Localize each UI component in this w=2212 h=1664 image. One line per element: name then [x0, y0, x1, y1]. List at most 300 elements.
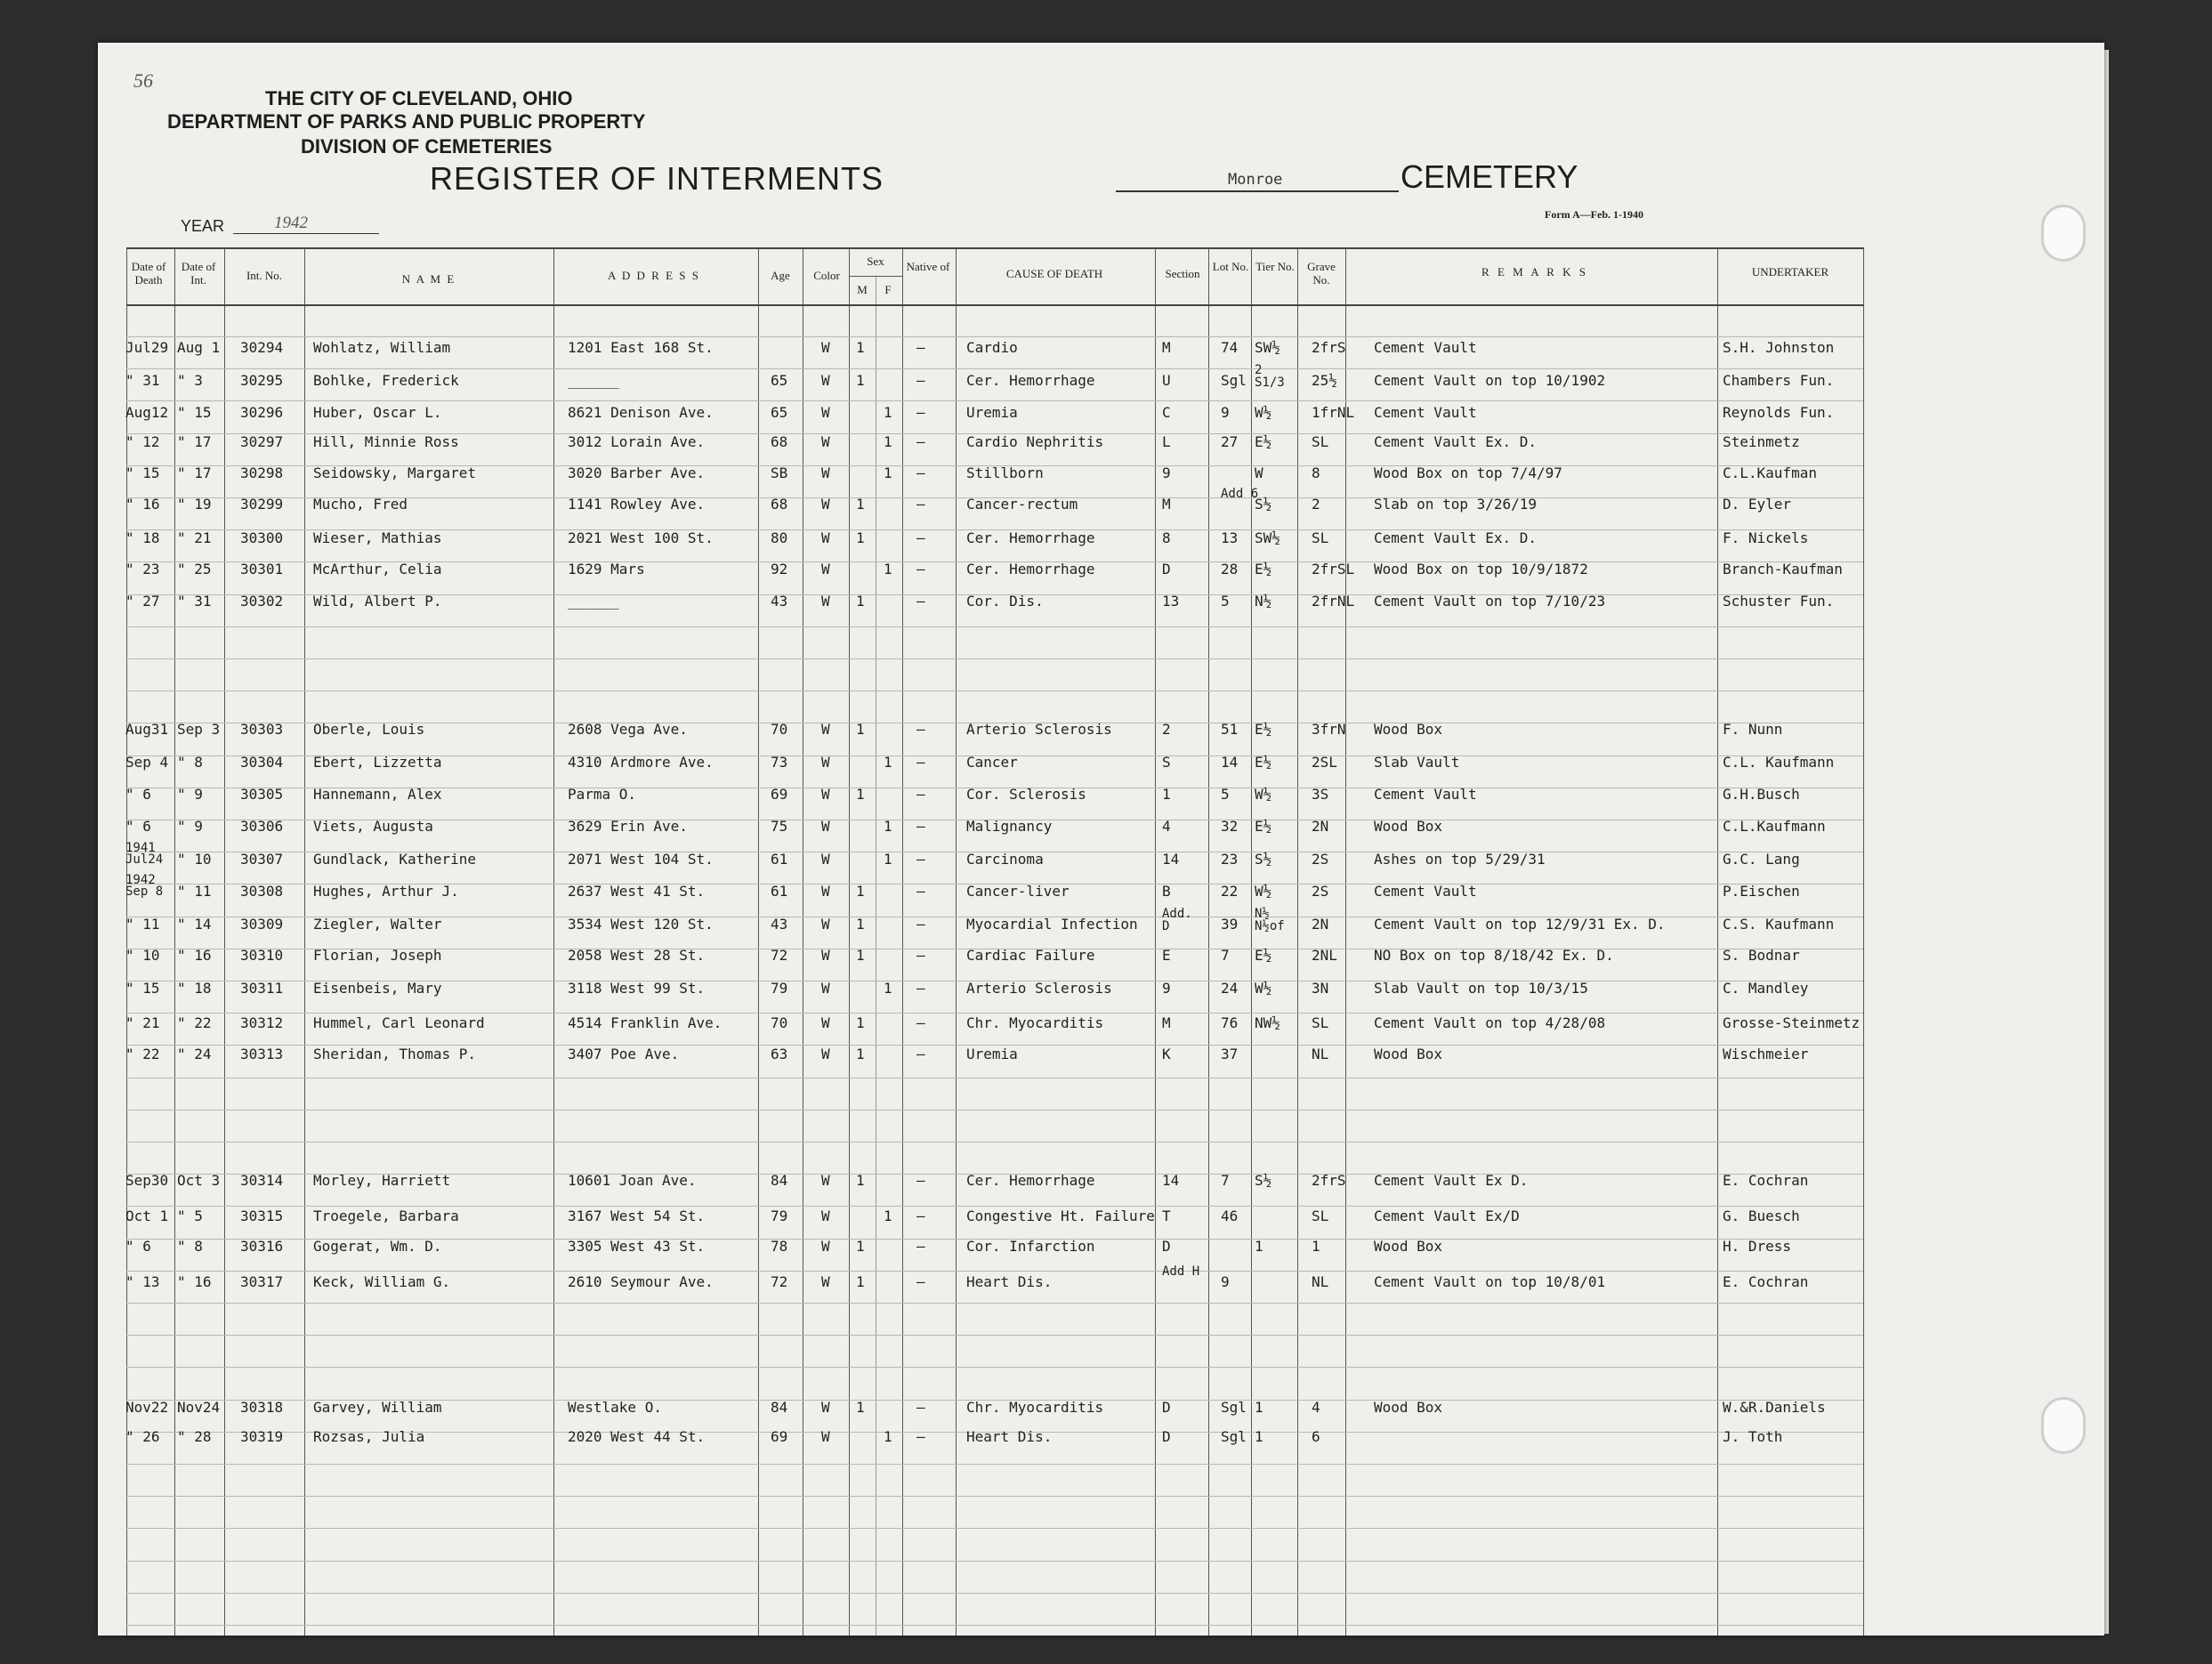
cell-sex-male: 1	[856, 883, 865, 900]
cell-age: 79	[771, 980, 788, 997]
col-sex: Sex	[867, 254, 884, 268]
cell-name: Hannemann, Alex	[313, 786, 442, 803]
cell-address: Parma O.	[568, 786, 637, 803]
cell-section: C	[1162, 404, 1171, 421]
cell-date-of-death: " 13	[125, 1273, 160, 1290]
cell-address: 3118 West 99 St.	[568, 980, 706, 997]
cell-grave-number: NL	[1312, 1273, 1329, 1290]
cell-grave-number: SL	[1312, 529, 1329, 546]
cell-grave-number: 2S	[1312, 851, 1329, 868]
cell-date-of-interment: Sep 3	[177, 721, 221, 738]
cell-section: 14	[1162, 851, 1180, 868]
cell-interment-number: 30307	[240, 851, 284, 868]
cell-native-of: –	[916, 372, 925, 389]
cell-section: 1	[1162, 786, 1171, 803]
cell-color: W	[821, 1172, 830, 1189]
cell-interment-number: 30309	[240, 916, 284, 933]
cell-date-of-interment: " 9	[177, 786, 203, 803]
cell-date-of-death: 1941 Jul24	[125, 841, 164, 867]
cemetery-label: CEMETERY	[1401, 158, 1578, 195]
cell-sex-male: 1	[856, 916, 865, 933]
cell-date-of-interment: " 16	[177, 1273, 212, 1290]
cell-sex-female: 1	[884, 851, 892, 868]
cell-native-of: –	[916, 980, 925, 997]
cell-color: W	[821, 851, 830, 868]
cell-tier-number: W	[1255, 464, 1263, 481]
cell-section: 4	[1162, 818, 1171, 835]
cell-cause-of-death: Cancer	[966, 754, 1018, 771]
cell-date-of-death: " 31	[125, 372, 160, 389]
cell-date-of-interment: " 9	[177, 818, 203, 835]
cell-native-of: –	[916, 529, 925, 546]
cell-cause-of-death: Chr. Myocarditis	[966, 1014, 1104, 1031]
cell-undertaker: P.Eischen	[1723, 883, 1800, 900]
cell-lot-number: 28	[1221, 561, 1239, 578]
cell-date-of-interment: " 18	[177, 980, 212, 997]
cell-undertaker: Grosse-Steinmetz	[1723, 1014, 1861, 1031]
col-lot: Lot No.	[1212, 260, 1249, 273]
cell-grave-number: 2S	[1312, 883, 1329, 900]
cell-grave-number: 3S	[1312, 786, 1329, 803]
cell-date-of-death: " 15	[125, 980, 160, 997]
binder-hole-bottom	[2041, 1397, 2086, 1454]
cell-grave-number: 2N	[1312, 818, 1329, 835]
cell-remarks: Wood Box	[1374, 1046, 1443, 1062]
cell-interment-number: 30316	[240, 1238, 284, 1255]
cell-grave-number: 25½	[1312, 372, 1337, 389]
cell-section: U	[1162, 372, 1171, 389]
cell-address: ______	[568, 593, 619, 610]
cell-interment-number: 30303	[240, 721, 284, 738]
cell-section: E	[1162, 947, 1171, 964]
cell-remarks: Cement Vault Ex D.	[1374, 1172, 1529, 1189]
cell-undertaker: Wischmeier	[1723, 1046, 1809, 1062]
cell-lot-number: 27	[1221, 433, 1239, 450]
col-sex-f: F	[884, 283, 892, 296]
cell-color: W	[821, 404, 830, 421]
cell-color: W	[821, 1428, 830, 1445]
cell-section: T	[1162, 1208, 1171, 1224]
cell-remarks: Cement Vault on top 10/8/01	[1374, 1273, 1606, 1290]
cell-tier-number: S½	[1255, 851, 1272, 868]
cell-cause-of-death: Cardio	[966, 339, 1018, 356]
cell-interment-number: 30297	[240, 433, 284, 450]
cell-cause-of-death: Carcinoma	[966, 851, 1044, 868]
cell-grave-number: 2frS	[1312, 1172, 1346, 1189]
cell-tier-number: E½	[1255, 754, 1272, 771]
cell-date-of-death: " 21	[125, 1014, 160, 1031]
cell-undertaker: Reynolds Fun.	[1723, 404, 1835, 421]
cell-date-of-death: " 26	[125, 1428, 160, 1445]
header-division: DIVISION OF CEMETERIES	[301, 135, 553, 158]
cell-lot-number: 5	[1221, 593, 1230, 610]
cell-tier-number: E½	[1255, 818, 1272, 835]
cell-name: Eisenbeis, Mary	[313, 980, 442, 997]
page-number: 56	[133, 69, 153, 92]
cell-grave-number: 8	[1312, 464, 1320, 481]
cell-interment-number: 30305	[240, 786, 284, 803]
cell-section: 9	[1162, 980, 1171, 997]
cell-undertaker: W.&R.Daniels	[1723, 1399, 1826, 1416]
cell-remarks: NO Box on top 8/18/42 Ex. D.	[1374, 947, 1614, 964]
cell-interment-number: 30319	[240, 1428, 284, 1445]
cell-interment-number: 30306	[240, 818, 284, 835]
cell-age: 84	[771, 1172, 788, 1189]
cell-address: 3407 Poe Ave.	[568, 1046, 680, 1062]
cell-color: W	[821, 593, 830, 610]
cell-address: 4310 Ardmore Ave.	[568, 754, 714, 771]
col-date-int: Date of Int.	[181, 260, 216, 287]
col-remarks: R E M A R K S	[1481, 265, 1588, 279]
cell-undertaker: F. Nickels	[1723, 529, 1809, 546]
cell-color: W	[821, 372, 830, 389]
cell-lot-number: 39	[1221, 916, 1239, 933]
cell-remarks: Ashes on top 5/29/31	[1374, 851, 1546, 868]
cell-tier-number: W½	[1255, 786, 1272, 803]
cell-date-of-interment: " 31	[177, 593, 212, 610]
cell-sex-male: 1	[856, 947, 865, 964]
cell-date-of-interment: " 8	[177, 754, 203, 771]
cell-section: 8	[1162, 529, 1171, 546]
cell-age: 92	[771, 561, 788, 578]
cell-address: 2610 Seymour Ave.	[568, 1273, 714, 1290]
cell-interment-number: 30296	[240, 404, 284, 421]
cell-cause-of-death: Malignancy	[966, 818, 1053, 835]
cell-name: Ziegler, Walter	[313, 916, 442, 933]
cell-section: Add H	[1162, 1264, 1200, 1279]
cell-remarks: Cement Vault	[1374, 404, 1477, 421]
cell-remarks: Wood Box	[1374, 1238, 1443, 1255]
cell-grave-number: 2frNL	[1312, 593, 1355, 610]
cell-sex-female: 1	[884, 1208, 892, 1224]
cell-interment-number: 30302	[240, 593, 284, 610]
cell-tier-number: W½	[1255, 883, 1272, 900]
cell-native-of: –	[916, 1428, 925, 1445]
cell-address: Westlake O.	[568, 1399, 662, 1416]
cell-undertaker: G.H.Busch	[1723, 786, 1800, 803]
cell-age: 43	[771, 593, 788, 610]
cell-native-of: –	[916, 433, 925, 450]
cell-sex-female: 1	[884, 980, 892, 997]
cell-sex-male: 1	[856, 1172, 865, 1189]
cell-name: Keck, William G.	[313, 1273, 451, 1290]
cell-undertaker: C.L.Kaufmann	[1723, 818, 1826, 835]
cell-undertaker: C.S. Kaufmann	[1723, 916, 1835, 933]
cell-tier-number: W½	[1255, 404, 1272, 421]
cell-native-of: –	[916, 916, 925, 933]
cell-grave-number: 1frNL	[1312, 404, 1355, 421]
cell-remarks: Cement Vault Ex. D.	[1374, 529, 1538, 546]
cell-name: Garvey, William	[313, 1399, 442, 1416]
cell-age: SB	[771, 464, 788, 481]
cell-tier-number: SW½	[1255, 339, 1280, 356]
cell-native-of: –	[916, 851, 925, 868]
cell-sex-male: 1	[856, 1238, 865, 1255]
cell-name: Hummel, Carl Leonard	[313, 1014, 485, 1031]
cell-age: 69	[771, 786, 788, 803]
cell-remarks: Slab Vault	[1374, 754, 1460, 771]
cell-remarks: Cement Vault on top 12/9/31 Ex. D.	[1374, 916, 1666, 933]
cell-cause-of-death: Chr. Myocarditis	[966, 1399, 1104, 1416]
cell-address: 4514 Franklin Ave.	[568, 1014, 723, 1031]
cell-sex-male: 1	[856, 721, 865, 738]
cell-name: Bohlke, Frederick	[313, 372, 459, 389]
cell-address: 3167 West 54 St.	[568, 1208, 706, 1224]
cell-sex-male: 1	[856, 1014, 865, 1031]
cell-lot-number: 24	[1221, 980, 1239, 997]
cell-tier-number: 2 S1/3	[1255, 363, 1285, 390]
cell-lot-number: 7	[1221, 947, 1230, 964]
cell-date-of-death: " 6	[125, 818, 151, 835]
col-int-no: Int. No.	[246, 269, 283, 282]
cell-color: W	[821, 529, 830, 546]
cell-name: Hughes, Arthur J.	[313, 883, 459, 900]
cell-address: 2020 West 44 St.	[568, 1428, 706, 1445]
cell-tier-number: S½	[1255, 496, 1272, 513]
cell-tier-number: N½	[1255, 593, 1272, 610]
cell-address: 2058 West 28 St.	[568, 947, 706, 964]
cell-name: Rozsas, Julia	[313, 1428, 425, 1445]
cell-age: 73	[771, 754, 788, 771]
col-native: Native of	[906, 260, 950, 273]
cell-lot-number: 23	[1221, 851, 1239, 868]
cell-grave-number: 2NL	[1312, 947, 1337, 964]
cell-section: B	[1162, 883, 1171, 900]
cell-name: Florian, Joseph	[313, 947, 442, 964]
col-name: N A M E	[401, 272, 456, 286]
cell-date-of-death: " 23	[125, 561, 160, 578]
cell-interment-number: 30318	[240, 1399, 284, 1416]
register-table	[126, 247, 1863, 1636]
cell-cause-of-death: Heart Dis.	[966, 1428, 1053, 1445]
cell-date-of-death: " 12	[125, 433, 160, 450]
cell-section: K	[1162, 1046, 1171, 1062]
cell-color: W	[821, 754, 830, 771]
cell-age: 72	[771, 1273, 788, 1290]
cell-undertaker: J. Toth	[1723, 1428, 1783, 1445]
cell-color: W	[821, 464, 830, 481]
cell-lot-number: Sgl	[1221, 1399, 1247, 1416]
cell-lot-number: Add 6	[1221, 487, 1259, 501]
cell-address: 1141 Rowley Ave.	[568, 496, 706, 513]
cell-address: 3534 West 120 St.	[568, 916, 714, 933]
cell-age: 75	[771, 818, 788, 835]
cell-lot-number: 46	[1221, 1208, 1239, 1224]
cell-undertaker: Steinmetz	[1723, 433, 1800, 450]
cell-cause-of-death: Cer. Hemorrhage	[966, 372, 1095, 389]
cell-section: 14	[1162, 1172, 1180, 1189]
cell-section: D	[1162, 1428, 1171, 1445]
cell-sex-female: 1	[884, 464, 892, 481]
cell-age: 70	[771, 1014, 788, 1031]
cell-cause-of-death: Cancer-rectum	[966, 496, 1078, 513]
cell-remarks: Cement Vault on top 7/10/23	[1374, 593, 1606, 610]
binder-hole-top	[2041, 205, 2086, 262]
cell-tier-number: E½	[1255, 433, 1272, 450]
cell-date-of-death: Sep30	[125, 1172, 169, 1189]
cell-undertaker: C. Mandley	[1723, 980, 1809, 997]
cell-color: W	[821, 1046, 830, 1062]
cell-name: Mucho, Fred	[313, 496, 408, 513]
cell-native-of: –	[916, 754, 925, 771]
cell-sex-female: 1	[884, 1428, 892, 1445]
cell-date-of-interment: Oct 3	[177, 1172, 221, 1189]
cell-date-of-death: " 6	[125, 1238, 151, 1255]
cell-date-of-interment: " 11	[177, 883, 212, 900]
cell-interment-number: 30308	[240, 883, 284, 900]
cell-date-of-death: " 6	[125, 786, 151, 803]
cell-remarks: Cement Vault on top 10/1902	[1374, 372, 1606, 389]
cell-age: 43	[771, 916, 788, 933]
cell-grave-number: SL	[1312, 433, 1329, 450]
cell-address: 3012 Lorain Ave.	[568, 433, 706, 450]
cell-age: 72	[771, 947, 788, 964]
cell-grave-number: SL	[1312, 1014, 1329, 1031]
cell-undertaker: Branch-Kaufman	[1723, 561, 1843, 578]
col-section: Section	[1165, 267, 1200, 280]
cell-tier-number: N½ N½of	[1255, 907, 1285, 933]
cell-age: 68	[771, 433, 788, 450]
cell-section: 9	[1162, 464, 1171, 481]
cell-address: 2021 West 100 St.	[568, 529, 714, 546]
cell-interment-number: 30300	[240, 529, 284, 546]
cell-lot-number: 76	[1221, 1014, 1239, 1031]
cell-sex-female: 1	[884, 818, 892, 835]
cell-remarks: Wood Box	[1374, 1399, 1443, 1416]
cell-age: 84	[771, 1399, 788, 1416]
cell-undertaker: G.C. Lang	[1723, 851, 1800, 868]
cell-native-of: –	[916, 593, 925, 610]
cell-lot-number: 74	[1221, 339, 1239, 356]
cell-remarks: Slab Vault on top 10/3/15	[1374, 980, 1588, 997]
cell-sex-male: 1	[856, 1399, 865, 1416]
cell-undertaker: E. Cochran	[1723, 1273, 1809, 1290]
cell-sex-male: 1	[856, 372, 865, 389]
cell-sex-male: 1	[856, 1046, 865, 1062]
cell-date-of-interment: " 19	[177, 496, 212, 513]
cell-age: 65	[771, 404, 788, 421]
cell-interment-number: 30310	[240, 947, 284, 964]
cell-color: W	[821, 496, 830, 513]
cell-age: 65	[771, 372, 788, 389]
cell-name: Oberle, Louis	[313, 721, 425, 738]
cell-undertaker: S.H. Johnston	[1723, 339, 1835, 356]
col-age: Age	[771, 269, 790, 282]
cell-sex-female: 1	[884, 404, 892, 421]
cell-address: 8621 Denison Ave.	[568, 404, 714, 421]
cell-grave-number: 2frSL	[1312, 561, 1355, 578]
cell-name: Gundlack, Katherine	[313, 851, 477, 868]
cell-interment-number: 30298	[240, 464, 284, 481]
cell-tier-number: E½	[1255, 947, 1272, 964]
cell-address: 3020 Barber Ave.	[568, 464, 706, 481]
cell-color: W	[821, 947, 830, 964]
col-address: A D D R E S S	[607, 269, 701, 282]
cell-name: Wieser, Mathias	[313, 529, 442, 546]
cell-remarks: Wood Box	[1374, 721, 1443, 738]
cell-color: W	[821, 433, 830, 450]
cell-name: Hill, Minnie Ross	[313, 433, 459, 450]
cell-interment-number: 30304	[240, 754, 284, 771]
cell-color: W	[821, 818, 830, 835]
cell-tier-number: S½	[1255, 1172, 1272, 1189]
cell-native-of: –	[916, 883, 925, 900]
cell-lot-number: 9	[1221, 404, 1230, 421]
cell-date-of-interment: " 17	[177, 464, 212, 481]
cell-name: Troegele, Barbara	[313, 1208, 459, 1224]
cell-name: Wild, Albert P.	[313, 593, 442, 610]
cell-native-of: –	[916, 1399, 925, 1416]
cell-remarks: Cement Vault	[1374, 786, 1477, 803]
cell-cause-of-death: Myocardial Infection	[966, 916, 1138, 933]
cell-age: 70	[771, 721, 788, 738]
cell-color: W	[821, 786, 830, 803]
cell-section: S	[1162, 754, 1171, 771]
cell-lot-number: Sgl	[1221, 372, 1247, 389]
cell-age: 61	[771, 883, 788, 900]
cell-date-of-death: " 16	[125, 496, 160, 513]
cell-sex-male: 1	[856, 1273, 865, 1290]
cell-grave-number: 2SL	[1312, 754, 1337, 771]
cell-lot-number: 7	[1221, 1172, 1230, 1189]
col-date-death: Date of Death	[131, 260, 166, 287]
cell-date-of-interment: " 10	[177, 851, 212, 868]
cell-age: 69	[771, 1428, 788, 1445]
cell-name: McArthur, Celia	[313, 561, 442, 578]
cell-undertaker: H. Dress	[1723, 1238, 1792, 1255]
cell-date-of-death: " 18	[125, 529, 160, 546]
cell-interment-number: 30301	[240, 561, 284, 578]
cell-cause-of-death: Cardiac Failure	[966, 947, 1095, 964]
cell-cause-of-death: Cer. Hemorrhage	[966, 1172, 1095, 1189]
cell-remarks: Slab on top 3/26/19	[1374, 496, 1538, 513]
cell-date-of-death: " 10	[125, 947, 160, 964]
cell-section: D	[1162, 1399, 1171, 1416]
cemetery-underline	[1116, 190, 1399, 192]
cell-address: 3305 West 43 St.	[568, 1238, 706, 1255]
page-title: REGISTER OF INTERMENTS	[430, 160, 884, 197]
header-department: DEPARTMENT OF PARKS AND PUBLIC PROPERTY	[167, 110, 646, 133]
cell-date-of-death: Oct 1	[125, 1208, 169, 1224]
cell-native-of: –	[916, 1238, 925, 1255]
cell-color: W	[821, 1014, 830, 1031]
cell-date-of-interment: " 14	[177, 916, 212, 933]
cell-lot-number: 37	[1221, 1046, 1239, 1062]
cell-native-of: –	[916, 1014, 925, 1031]
cell-cause-of-death: Cor. Sclerosis	[966, 786, 1086, 803]
cell-interment-number: 30317	[240, 1273, 284, 1290]
cell-tier-number: NW½	[1255, 1014, 1280, 1031]
cell-age: 80	[771, 529, 788, 546]
cell-tier-number: 1	[1255, 1428, 1263, 1445]
cell-interment-number: 30312	[240, 1014, 284, 1031]
year-underline	[233, 233, 379, 234]
cell-sex-male: 1	[856, 786, 865, 803]
cell-interment-number: 30314	[240, 1172, 284, 1189]
cell-name: Wohlatz, William	[313, 339, 451, 356]
cell-native-of: –	[916, 561, 925, 578]
cell-date-of-death: " 15	[125, 464, 160, 481]
cell-name: Seidowsky, Margaret	[313, 464, 477, 481]
cell-interment-number: 30315	[240, 1208, 284, 1224]
cell-native-of: –	[916, 1208, 925, 1224]
cell-name: Ebert, Lizzetta	[313, 754, 442, 771]
cell-section: M	[1162, 339, 1171, 356]
cell-grave-number: 2frS	[1312, 339, 1346, 356]
year-label: YEAR	[181, 217, 225, 235]
cell-name: Huber, Oscar L.	[313, 404, 442, 421]
cell-native-of: –	[916, 404, 925, 421]
